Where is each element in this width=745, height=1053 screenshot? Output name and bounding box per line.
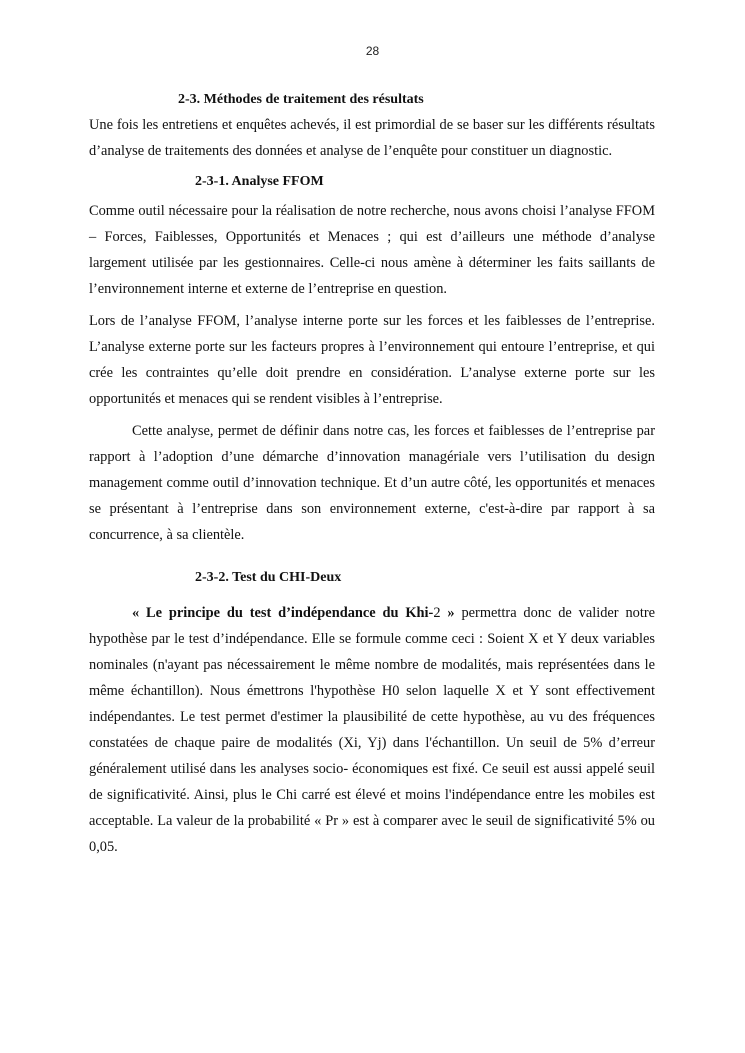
chi-deux-paragraph (89, 600, 655, 860)
subsection-chi-deux-title: 2-3-2. Test du CHI-Deux (195, 570, 342, 585)
chi-deux-paragraph-text: permettra donc de valider notre hypothèse par le test d’indépendance. Elle se formule comme ceci : Soient X et Y deux variables nominales (n'ayant pas nécessairement le même nombre de modalités, mais représentées dans le même échantillon). Nous émettrons l'hypothèse H0 selon laquelle X et Y sont effectivement indépendantes. Le test permet d'estimer la plausibilité de cette hypothèse, au vu des fréquences constatées de chaque paire de modalités (Xi, Yj) dans l'échantillon. Un seuil de 5% d’erreur généralement utilisé dans les analyses socio- économiques est fixé. Ce seuil est aussi appelé seuil de significativité. Ainsi, plus le Chi carré est élevé et moins l'indépendance entre les mobiles est acceptable. La valeur de la probabilité « Pr » est à comparer avec le seuil de significativité 5% ou 0,05. (89, 605, 656, 855)
page-number: 28 (365, 44, 380, 58)
subsection-ffom-title: 2-3-1. Analyse FFOM (195, 174, 324, 189)
ffom-paragraph-2: Lors de l’analyse FFOM, l’analyse interne porte sur les forces et les faiblesses de l’entreprise. L’analyse externe porte sur les facteurs propres à l’environnement qui entoure l’entreprise, et qui crée les contraintes qu’elle doit prendre en considération. L’analyse externe porte sur les opportunités et menaces qui se rendent visibles à l’entreprise. (89, 313, 655, 407)
chi-deux-lead-number: 2 (433, 605, 441, 621)
page-content (89, 88, 655, 860)
ffom-paragraph-1: Comme outil nécessaire pour la réalisation de notre recherche, nous avons choisi l’analyse FFOM – Forces, Faiblesses, Opportunités et Menaces ; qui est d’ailleurs une méthode d’analyse largement utilisée par les gestionnaires. Celle-ci nous amène à déterminer les faits saillants de l’environnement interne et externe de l’entreprise en question. (89, 203, 655, 297)
chi-deux-lead-quote: « Le principe du test d’indépendance du Khi- (132, 605, 434, 621)
section-title: 2-3. Méthodes de traitement des résultats (178, 92, 424, 107)
ffom-paragraph-3: Cette analyse, permet de définir dans notre cas, les forces et faiblesses de l’entreprise par rapport à l’adoption d’une démarche d’innovation managériale vers l’utilisation du design management comme outil d’innovation technique. Et d’un autre côté, les opportunités et menaces se présentant à l’entreprise dans son environnement externe, c'est-à-dire par rapport à sa concurrence, à sa clientèle. (89, 423, 655, 543)
chi-deux-lead-close: » (440, 605, 455, 621)
section-intro-paragraph: Une fois les entretiens et enquêtes achevés, il est primordial de se baser sur les différents résultats d’analyse de traitements des données et analyse de l’enquête pour constituer un diagnostic. (89, 117, 655, 159)
